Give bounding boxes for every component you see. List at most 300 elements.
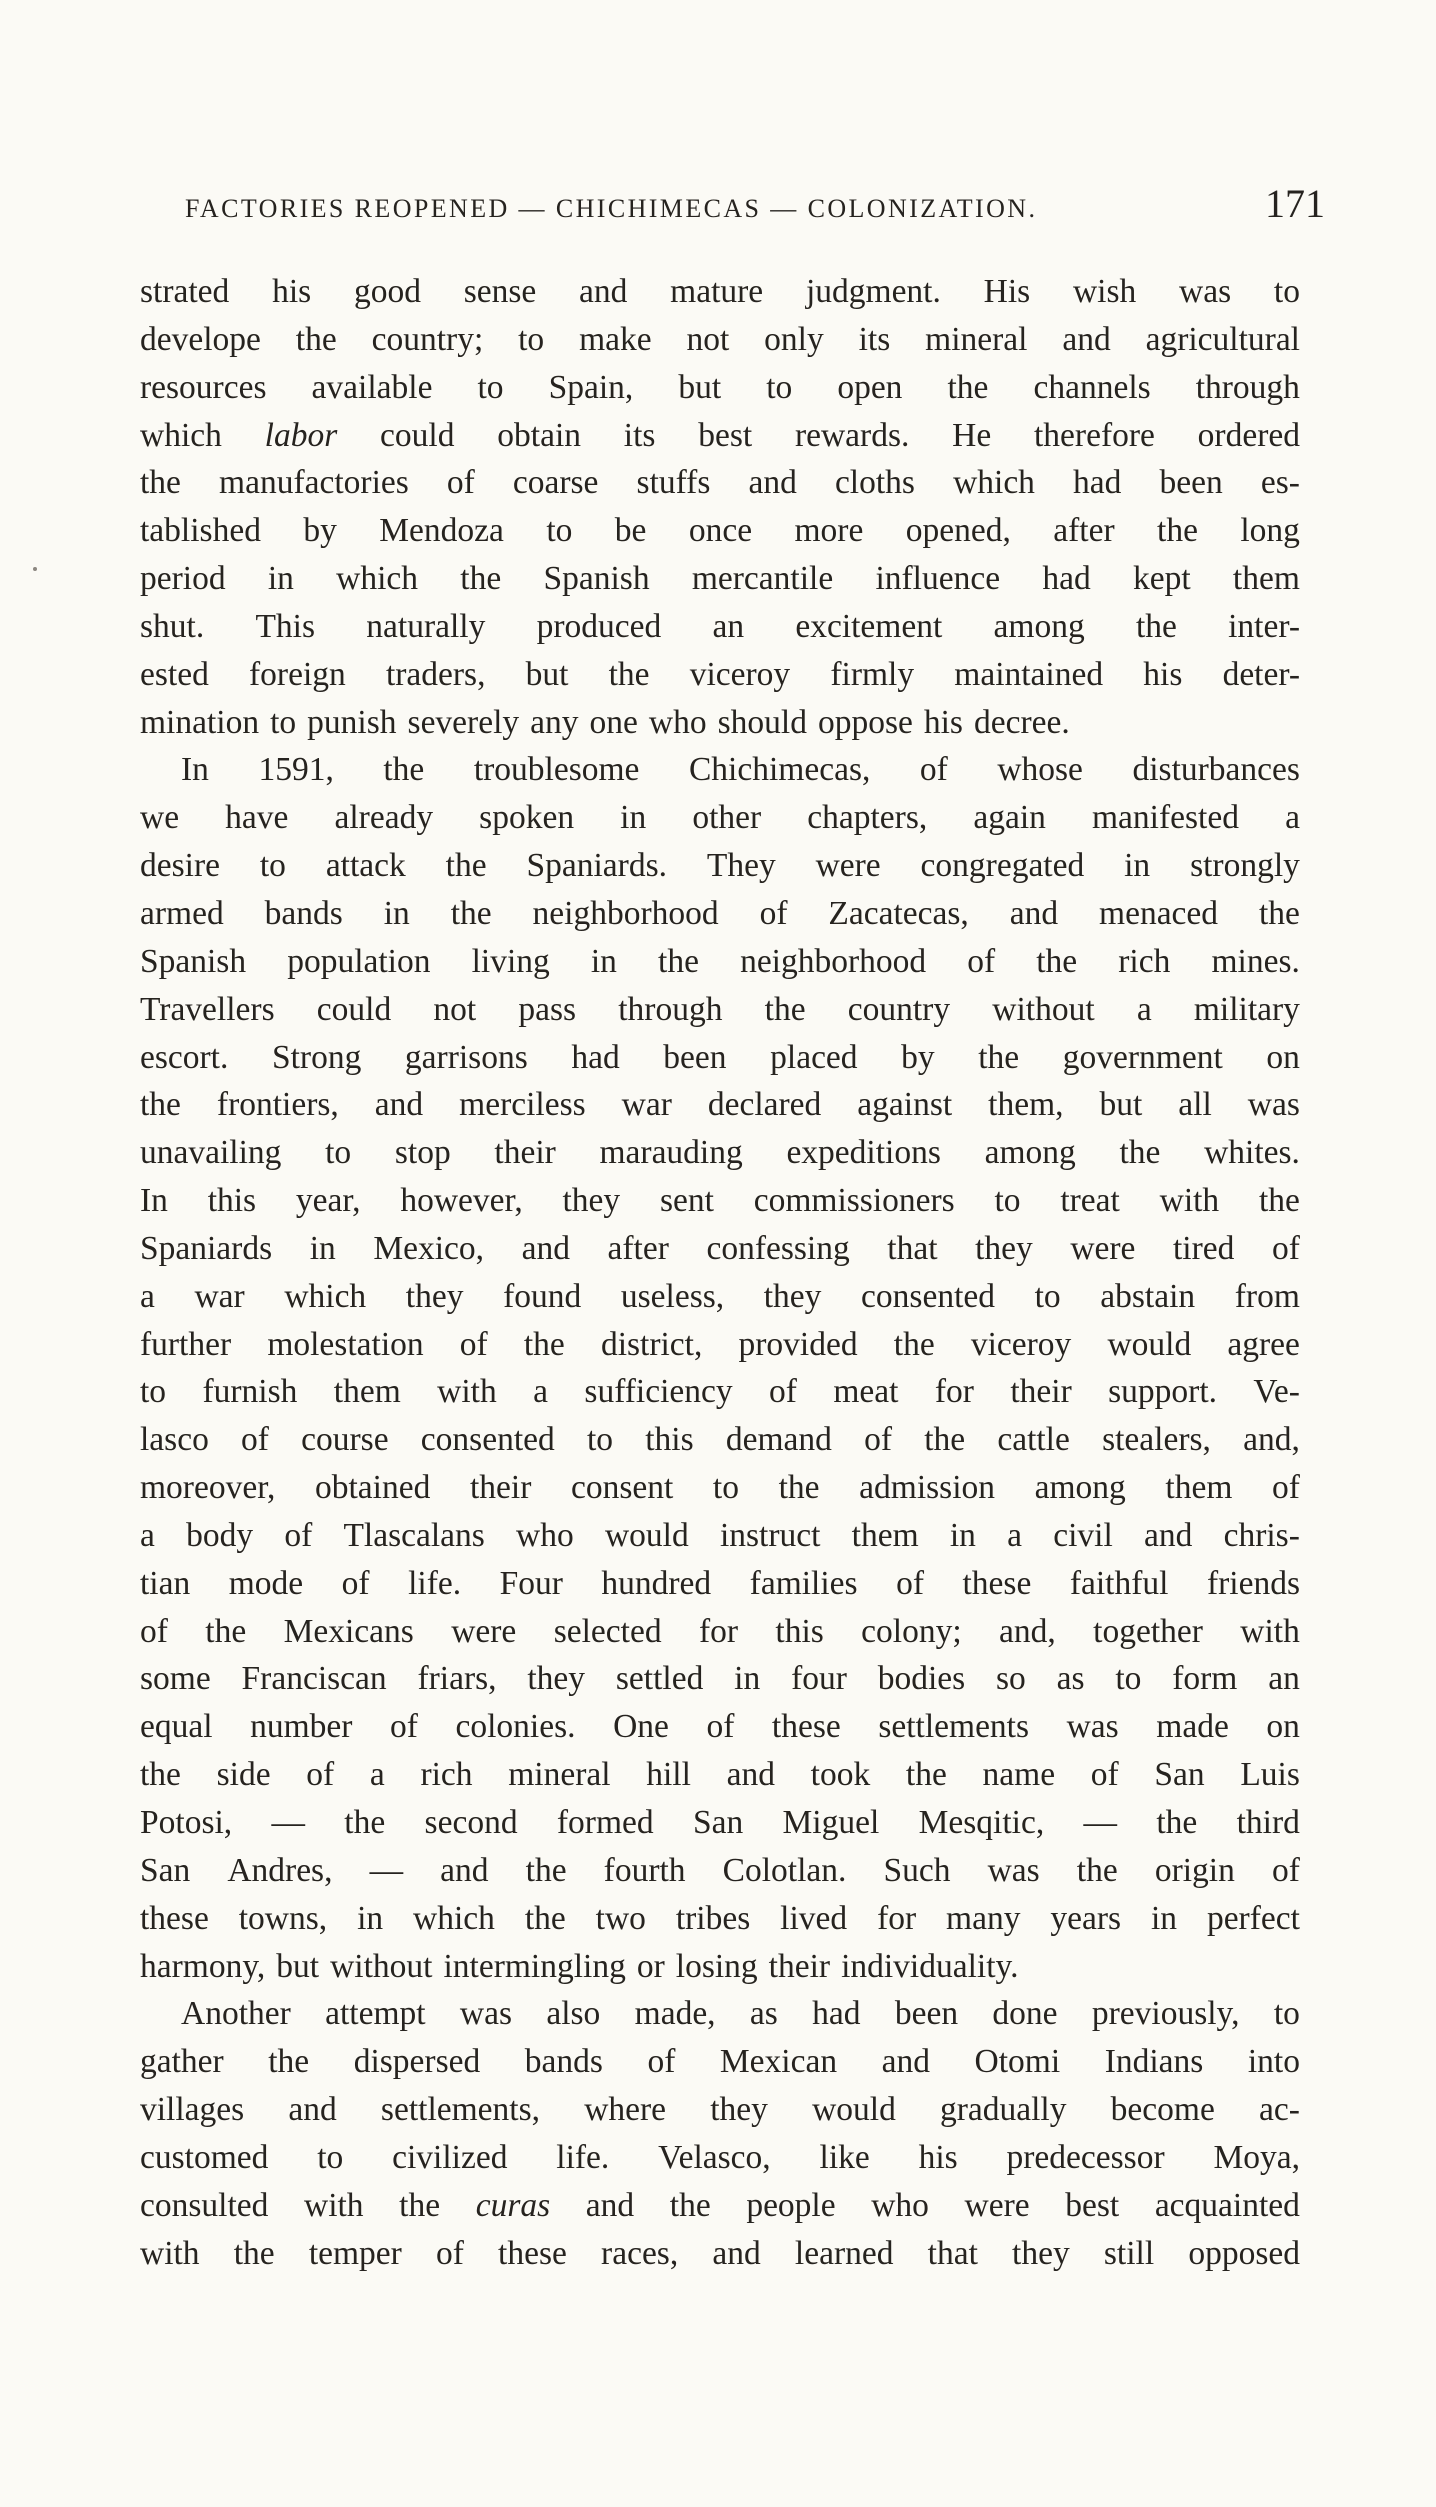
text-line bbox=[140, 2182, 1300, 2230]
word: of bbox=[306, 1756, 335, 1794]
running-head-title: FACTORIES REOPENED — CHICHIMECAS — COLONIZATION. bbox=[185, 194, 1038, 223]
text-line bbox=[140, 1943, 1300, 1991]
word: but bbox=[678, 368, 722, 406]
word: declared bbox=[707, 1086, 822, 1124]
word: form bbox=[1172, 1660, 1238, 1698]
word: villages bbox=[140, 2091, 245, 2129]
word: civil bbox=[1053, 1516, 1113, 1554]
word: tired bbox=[1173, 1229, 1235, 1267]
word: the bbox=[1135, 607, 1177, 645]
word: was bbox=[459, 1995, 513, 2033]
word: that bbox=[887, 1229, 938, 1267]
word: the bbox=[764, 990, 806, 1028]
word: and bbox=[288, 2091, 337, 2129]
text-line bbox=[140, 2230, 1300, 2278]
word: friars, bbox=[417, 1660, 497, 1698]
word: 1591, bbox=[258, 751, 334, 789]
word: their bbox=[768, 1947, 831, 1985]
word: Franciscan bbox=[241, 1660, 387, 1698]
word: treat bbox=[1060, 1182, 1120, 1220]
word: previously, bbox=[1091, 1995, 1240, 2033]
word: Mesqitic, bbox=[918, 1804, 1045, 1841]
word: the bbox=[140, 1756, 181, 1794]
word: together bbox=[1093, 1612, 1203, 1650]
word: kept bbox=[1132, 560, 1191, 598]
word: and bbox=[1062, 320, 1111, 358]
word: Ve- bbox=[1253, 1373, 1300, 1411]
word: the bbox=[778, 1469, 820, 1507]
word: neighborhood bbox=[740, 942, 927, 980]
word: bodies bbox=[877, 1660, 966, 1698]
word: Mexicans bbox=[283, 1612, 414, 1650]
word: garrisons bbox=[404, 1038, 528, 1076]
word: the bbox=[268, 2043, 310, 2081]
word: settlements, bbox=[380, 2091, 541, 2129]
word: after bbox=[1053, 512, 1115, 550]
word: they bbox=[527, 1660, 586, 1698]
word: abstain bbox=[1100, 1277, 1196, 1315]
word: were bbox=[815, 847, 881, 885]
word: settlements bbox=[878, 1708, 1030, 1746]
word: — bbox=[369, 1851, 404, 1889]
word: strated bbox=[140, 273, 230, 310]
word: period bbox=[140, 560, 226, 598]
word: judgment. bbox=[805, 273, 941, 310]
word: of bbox=[1271, 1851, 1300, 1889]
word: of bbox=[390, 1708, 418, 1746]
word: races, bbox=[601, 2234, 679, 2272]
word: and, bbox=[999, 1612, 1056, 1650]
word: two bbox=[595, 1899, 646, 1937]
word: best bbox=[698, 416, 753, 454]
word: sufficiency bbox=[584, 1373, 733, 1411]
text-line bbox=[140, 1177, 1300, 1225]
word: lived bbox=[780, 1899, 848, 1937]
word: influence bbox=[875, 560, 1001, 598]
word: Mexico, bbox=[373, 1229, 485, 1267]
word: they bbox=[1012, 2234, 1070, 2272]
word: Travellers bbox=[140, 990, 275, 1028]
word: still bbox=[1103, 2234, 1155, 2272]
word: this bbox=[207, 1182, 257, 1220]
word: many bbox=[946, 1899, 1021, 1937]
word: selected bbox=[553, 1612, 662, 1650]
word: other bbox=[692, 799, 762, 837]
word: second bbox=[424, 1804, 518, 1841]
word: predecessor bbox=[1006, 2138, 1165, 2176]
word: to bbox=[140, 1373, 167, 1411]
word: of bbox=[341, 1564, 370, 1602]
word: them bbox=[851, 1516, 919, 1554]
word: civilized bbox=[392, 2138, 508, 2176]
word: naturally bbox=[366, 607, 486, 645]
word: as bbox=[1056, 1660, 1085, 1698]
word: for bbox=[934, 1373, 974, 1411]
word: They bbox=[706, 847, 776, 885]
word: expeditions bbox=[786, 1134, 941, 1172]
word: and bbox=[521, 1229, 570, 1267]
word: they bbox=[562, 1182, 621, 1220]
word: the bbox=[460, 560, 502, 598]
word: the bbox=[344, 1804, 386, 1841]
word: confessing bbox=[706, 1229, 850, 1267]
word: harmony, bbox=[140, 1947, 266, 1985]
word: One bbox=[613, 1708, 669, 1746]
word: chapters, bbox=[807, 799, 928, 837]
word: the bbox=[450, 894, 492, 932]
text-line bbox=[140, 316, 1300, 364]
word: of bbox=[241, 1421, 269, 1459]
word: viceroy bbox=[689, 655, 791, 693]
word: the bbox=[1119, 1134, 1161, 1172]
word: stop bbox=[394, 1134, 451, 1172]
word: useless, bbox=[620, 1277, 725, 1315]
word: like bbox=[819, 2138, 870, 2176]
word: Strong bbox=[271, 1038, 362, 1076]
word: support. bbox=[1108, 1373, 1218, 1411]
text-line bbox=[140, 364, 1300, 412]
word: marauding bbox=[599, 1134, 743, 1172]
word: more bbox=[794, 512, 864, 550]
word: been bbox=[894, 1995, 959, 2033]
word: to bbox=[259, 847, 286, 885]
word: congregated bbox=[920, 847, 1085, 885]
word: resources bbox=[140, 368, 267, 406]
word: people bbox=[746, 2186, 836, 2224]
word: cloths bbox=[834, 464, 915, 502]
word: name bbox=[982, 1756, 1056, 1794]
word: best bbox=[1065, 2186, 1120, 2224]
word: in bbox=[949, 1516, 976, 1554]
word: district, bbox=[600, 1325, 703, 1363]
word: among bbox=[1034, 1469, 1126, 1507]
word: Spain, bbox=[548, 368, 634, 406]
text-line bbox=[140, 651, 1300, 699]
word: rich bbox=[1118, 942, 1171, 980]
word: Spaniards. bbox=[526, 847, 667, 885]
word: course bbox=[301, 1421, 389, 1459]
word: consulted bbox=[140, 2186, 269, 2224]
word: from bbox=[1234, 1277, 1300, 1315]
word: on bbox=[1266, 1038, 1300, 1076]
word: obtain bbox=[497, 416, 581, 454]
word: severely bbox=[407, 703, 520, 741]
word: to bbox=[317, 2138, 344, 2176]
word: an bbox=[712, 607, 745, 645]
word: intermingling bbox=[443, 1947, 626, 1985]
word: coarse bbox=[512, 464, 599, 502]
word: was bbox=[1066, 1708, 1119, 1746]
word: would bbox=[812, 2091, 896, 2129]
word: of bbox=[435, 2234, 464, 2272]
word: in bbox=[734, 1660, 761, 1698]
word: to bbox=[1034, 1277, 1061, 1315]
word: his bbox=[918, 2138, 958, 2176]
text-line bbox=[140, 555, 1300, 603]
word: they bbox=[710, 2091, 768, 2129]
word: of bbox=[647, 2043, 676, 2081]
word: fourth bbox=[603, 1851, 686, 1889]
word: of bbox=[459, 1325, 488, 1363]
word: tribes bbox=[675, 1899, 751, 1937]
word: a bbox=[1136, 990, 1152, 1028]
word: the bbox=[905, 1756, 947, 1794]
word: years bbox=[1050, 1899, 1122, 1937]
word: colonies. bbox=[455, 1708, 576, 1746]
word: been bbox=[663, 1038, 727, 1076]
word: mode bbox=[228, 1564, 304, 1602]
word: some bbox=[140, 1660, 211, 1698]
word: all bbox=[1178, 1086, 1212, 1124]
word: the bbox=[140, 464, 181, 502]
word: Moya, bbox=[1213, 2138, 1300, 2176]
word: population bbox=[287, 942, 431, 980]
word: admission bbox=[859, 1469, 996, 1507]
text-line bbox=[140, 699, 1300, 747]
word: the bbox=[893, 1325, 935, 1363]
word: opposed bbox=[1188, 2234, 1300, 2272]
word: individuality. bbox=[841, 1947, 1019, 1985]
word: year, bbox=[295, 1182, 361, 1220]
word: in bbox=[357, 1899, 384, 1937]
word: for bbox=[698, 1612, 739, 1650]
word: have bbox=[225, 799, 289, 837]
text-line bbox=[140, 938, 1300, 986]
word: had bbox=[1073, 464, 1122, 502]
word: Mendoza bbox=[379, 512, 504, 550]
word: through bbox=[618, 990, 723, 1028]
word: among bbox=[993, 607, 1085, 645]
word: through bbox=[1195, 368, 1300, 406]
word: they bbox=[763, 1277, 822, 1315]
text-line bbox=[140, 1608, 1300, 1656]
word: with bbox=[304, 2186, 364, 2224]
word: armed bbox=[140, 894, 224, 932]
word: the bbox=[1036, 942, 1078, 980]
word: mature bbox=[670, 273, 764, 310]
word: strongly bbox=[1190, 847, 1300, 885]
word: the bbox=[523, 1325, 565, 1363]
word: firmly bbox=[830, 655, 915, 693]
word: agricultural bbox=[1145, 320, 1300, 358]
text-line bbox=[140, 890, 1300, 938]
word: the bbox=[947, 368, 989, 406]
word: the bbox=[1258, 894, 1300, 932]
word: commissioners bbox=[753, 1182, 955, 1220]
word: only bbox=[764, 320, 824, 358]
word: were bbox=[1070, 1229, 1136, 1267]
word: would bbox=[604, 1516, 689, 1554]
word: of bbox=[1271, 1229, 1300, 1267]
word: equal bbox=[140, 1708, 213, 1746]
word: the bbox=[205, 1612, 247, 1650]
word: to bbox=[994, 1182, 1021, 1220]
text-line bbox=[140, 1847, 1300, 1895]
text-line bbox=[140, 2038, 1300, 2086]
word: agree bbox=[1227, 1325, 1300, 1363]
word: foreign bbox=[249, 655, 346, 693]
word: This bbox=[255, 607, 316, 645]
word: decree. bbox=[973, 703, 1070, 741]
word: Miguel bbox=[782, 1804, 880, 1841]
word: and bbox=[440, 1851, 489, 1889]
word: made, bbox=[634, 1995, 716, 2033]
word: of bbox=[446, 464, 475, 502]
word: this bbox=[775, 1612, 824, 1650]
word: Potosi, bbox=[140, 1804, 233, 1841]
word: rich bbox=[420, 1756, 473, 1794]
word: or bbox=[636, 1947, 665, 1985]
word: viceroy bbox=[970, 1325, 1072, 1363]
word: instruct bbox=[719, 1516, 821, 1554]
word: San bbox=[140, 1851, 191, 1889]
text-line bbox=[140, 746, 1300, 794]
word: against bbox=[857, 1086, 953, 1124]
word: mineral bbox=[925, 320, 1028, 358]
word: hundred bbox=[601, 1564, 712, 1602]
word: also bbox=[546, 1995, 601, 2033]
word: towns, bbox=[238, 1899, 328, 1937]
word: Four bbox=[499, 1564, 563, 1602]
word: troublesome bbox=[473, 751, 640, 789]
word: with bbox=[1240, 1612, 1300, 1650]
word: Such bbox=[883, 1851, 951, 1889]
word: but bbox=[1099, 1086, 1143, 1124]
word: them bbox=[1165, 1469, 1233, 1507]
page-number: 171 bbox=[1265, 181, 1325, 226]
word: stealers, bbox=[1102, 1421, 1211, 1459]
word: moreover, bbox=[140, 1469, 276, 1507]
word: these bbox=[498, 2234, 567, 2272]
word: would bbox=[1107, 1325, 1192, 1363]
word: consented bbox=[420, 1421, 555, 1459]
word: a bbox=[369, 1756, 385, 1794]
word: this bbox=[645, 1421, 694, 1459]
word: to bbox=[546, 512, 573, 550]
word: into bbox=[1247, 2043, 1300, 2081]
word: origin bbox=[1154, 1851, 1235, 1889]
word: of bbox=[1272, 1469, 1300, 1507]
word: however, bbox=[400, 1182, 523, 1220]
word: traders, bbox=[385, 655, 486, 693]
word: and bbox=[712, 2234, 761, 2272]
word: been bbox=[1159, 464, 1223, 502]
word: but bbox=[276, 1947, 320, 1985]
word: Chichimecas, bbox=[688, 751, 871, 789]
word: of bbox=[140, 1612, 168, 1650]
word: bands bbox=[264, 894, 343, 932]
word: his bbox=[923, 703, 963, 741]
word: with bbox=[437, 1373, 497, 1411]
word: and bbox=[1009, 894, 1059, 932]
word: so bbox=[996, 1660, 1026, 1698]
word: with bbox=[1159, 1182, 1220, 1220]
word: inter- bbox=[1228, 607, 1300, 645]
word: the bbox=[608, 655, 650, 693]
word: by bbox=[901, 1038, 935, 1076]
word: which bbox=[336, 560, 419, 598]
word: the bbox=[669, 2186, 711, 2224]
word: military bbox=[1193, 990, 1300, 1028]
word: long bbox=[1240, 512, 1300, 550]
word: to bbox=[1115, 1660, 1142, 1698]
word: should bbox=[717, 703, 807, 741]
text-line bbox=[140, 459, 1300, 507]
word: be bbox=[614, 512, 647, 550]
word: whites. bbox=[1204, 1134, 1300, 1172]
word: that bbox=[927, 2234, 978, 2272]
word: his bbox=[272, 273, 312, 310]
word: maintained bbox=[954, 655, 1104, 693]
word: the bbox=[295, 320, 337, 358]
word: any bbox=[530, 703, 579, 741]
word: which bbox=[413, 1899, 495, 1937]
text-line bbox=[140, 1703, 1300, 1751]
word: among bbox=[984, 1134, 1076, 1172]
word: friends bbox=[1206, 1564, 1300, 1602]
word: unavailing bbox=[140, 1134, 282, 1172]
word: mineral bbox=[508, 1756, 611, 1794]
word: attack bbox=[325, 847, 406, 885]
word: customed bbox=[140, 2138, 269, 2176]
word: of bbox=[967, 942, 996, 980]
word: Velasco, bbox=[658, 2138, 771, 2176]
word: them bbox=[1232, 560, 1300, 598]
word: the bbox=[1156, 1804, 1198, 1841]
word: ordered bbox=[1197, 416, 1300, 454]
italic-word: labor bbox=[264, 416, 338, 454]
word: menaced bbox=[1099, 894, 1219, 932]
word: in bbox=[620, 799, 647, 837]
word: gather bbox=[140, 2043, 224, 2081]
word: war bbox=[194, 1277, 245, 1315]
word: again bbox=[973, 799, 1046, 837]
word: His bbox=[983, 273, 1031, 310]
word: these bbox=[771, 1708, 841, 1746]
word: done bbox=[992, 1995, 1058, 2033]
word: acquainted bbox=[1154, 2186, 1300, 2224]
word: placed bbox=[770, 1038, 858, 1076]
word: could bbox=[316, 990, 392, 1028]
word: Spanish bbox=[543, 560, 650, 598]
word: was bbox=[1247, 1086, 1300, 1124]
word: already bbox=[334, 799, 434, 837]
word: to bbox=[766, 368, 793, 406]
word: of bbox=[284, 1516, 313, 1554]
word: had bbox=[1042, 560, 1091, 598]
word: Tlascalans bbox=[343, 1516, 485, 1554]
word: gradually bbox=[939, 2091, 1067, 2129]
word: had bbox=[571, 1038, 620, 1076]
word: mercantile bbox=[691, 560, 834, 598]
word: their bbox=[469, 1469, 532, 1507]
word: hill bbox=[646, 1756, 691, 1794]
word: their bbox=[1010, 1373, 1072, 1411]
word: they bbox=[405, 1277, 464, 1315]
word: of bbox=[706, 1708, 735, 1746]
word: was bbox=[1179, 273, 1232, 310]
word: San bbox=[692, 1804, 744, 1841]
text-line bbox=[140, 1799, 1300, 1847]
word: a bbox=[1285, 799, 1300, 837]
word: pass bbox=[518, 990, 577, 1028]
word: and bbox=[579, 273, 628, 310]
word: formed bbox=[556, 1804, 654, 1841]
word: obtained bbox=[315, 1469, 431, 1507]
word: not bbox=[686, 320, 730, 358]
word: where bbox=[584, 2091, 667, 2129]
word: the bbox=[233, 2234, 275, 2272]
